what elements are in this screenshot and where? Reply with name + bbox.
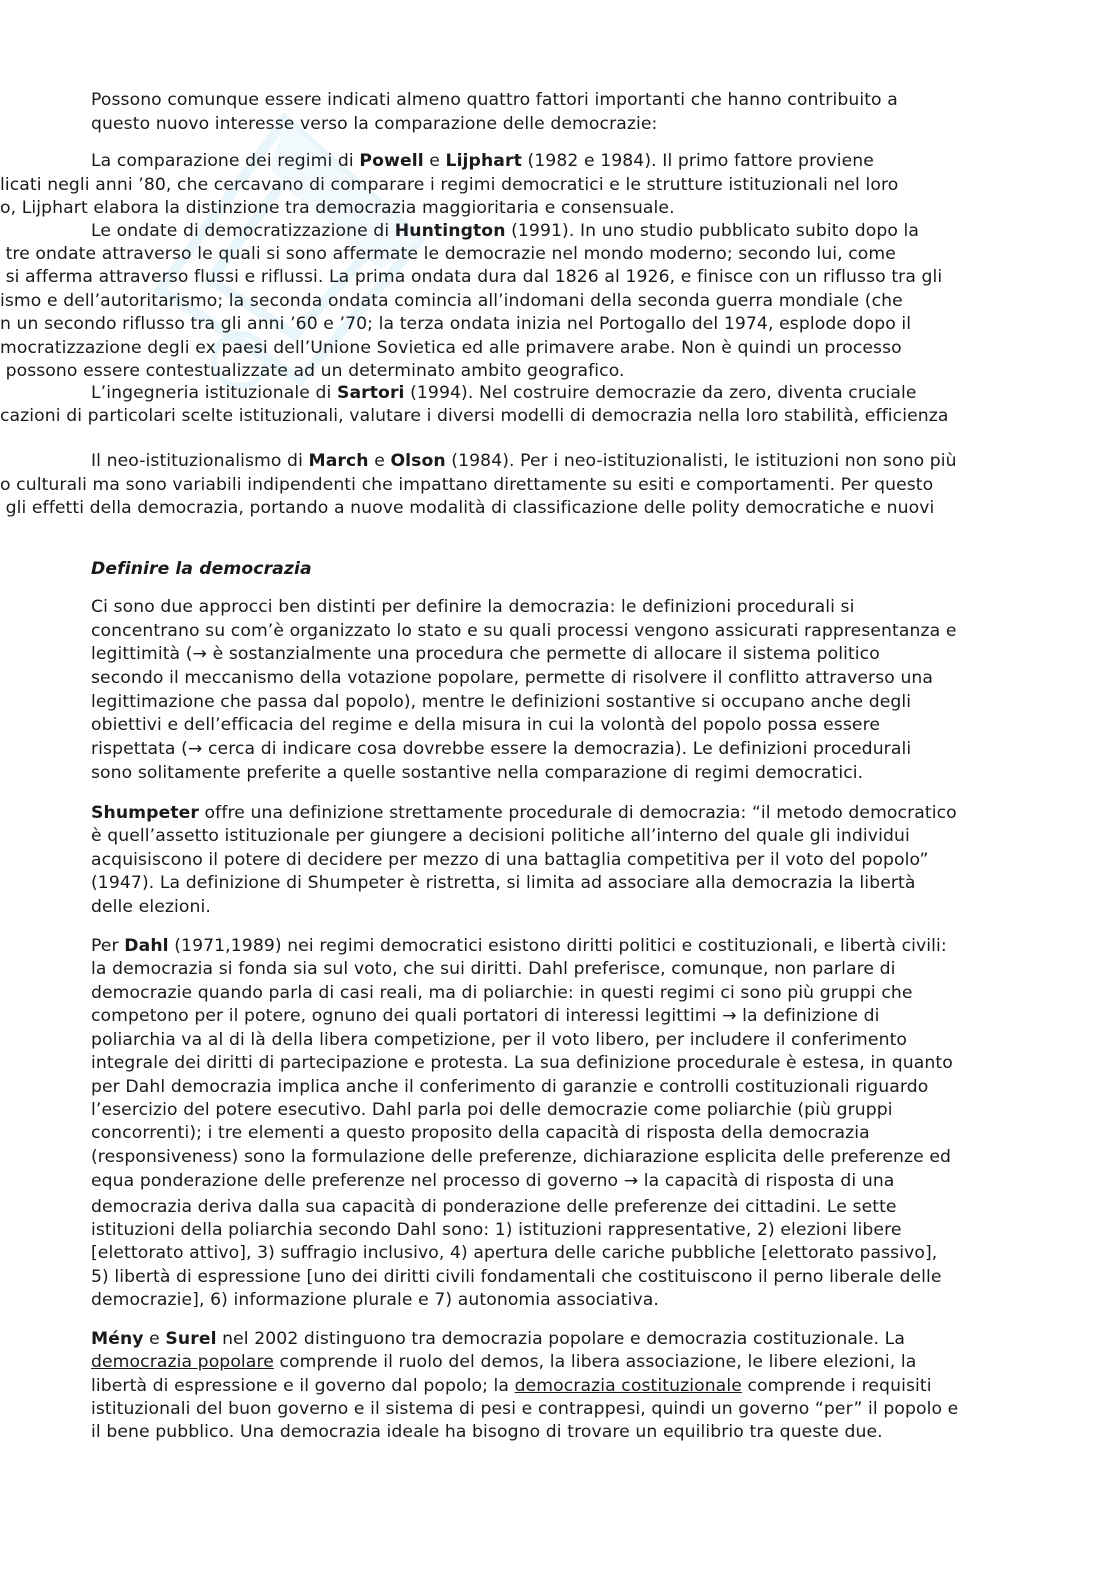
paragraph-line: legittimità (→ è sostanzialmente una procedura che permette di allocare il sistema politico [91, 644, 880, 664]
author-name: Olson [390, 451, 446, 471]
author-name: Powell [359, 151, 424, 171]
paragraph-line: sono solitamente preferite a quelle sostantive nella comparazione di regimi democratici. [91, 763, 864, 783]
section-heading: Definire la democrazia [91, 559, 312, 579]
author-name: Lijphart [445, 151, 522, 171]
author-name: Surel [165, 1329, 217, 1349]
factor-sartori: L’ingegneria istituzionale di Sartori (1994). Nel costruire democrazie da zero, diventa cruciale [91, 383, 917, 403]
paragraph-line: equa ponderazione delle preferenze nel processo di governo → la capacità di risposta di una [91, 1171, 895, 1191]
paragraph-dahl: Per Dahl (1971,1989) nei regimi democratici esistono diritti politici e costituzionali, e libertà civili: [91, 936, 947, 956]
factor-line: n un secondo riflusso tra gli anni ’60 e ’70; la terza ondata inizia nel Portogallo del 1974, esplode dopo il [0, 314, 912, 334]
paragraph-line: la democrazia si fonda sia sul voto, che sui diritti. Dahl preferisce, comunque, non parlare di [91, 959, 896, 979]
paragraph-line: istituzioni della poliarchia secondo Dahl sono: 1) istituzioni rappresentative, 2) elezioni libere [91, 1220, 902, 1240]
factor-march-olson: Il neo-istituzionalismo di March e Olson (1984). Per i neo-istituzionalisti, le istituzioni non sono più [91, 451, 957, 471]
paragraph-line: (1947). La definizione di Shumpeter è ristretta, si limita ad associare alla democrazia la libertà [91, 873, 916, 893]
factor-line: cazioni di particolari scelte istituzionali, valutare i diversi modelli di democrazia nella loro stabilità, efficienza [0, 406, 949, 426]
paragraph-line: il bene pubblico. Una democrazia ideale ha bisogno di trovare un equilibrio tra queste due. [91, 1422, 883, 1442]
paragraph-line: concorrenti); i tre elementi a questo proposito della capacità di risposta della democrazia [91, 1123, 870, 1143]
intro-line: Possono comunque essere indicati almeno quattro fattori importanti che hanno contribuito a [91, 90, 898, 110]
author-name: Sartori [336, 383, 405, 403]
paragraph-line: è quell’assetto istituzionale per giungere a decisioni politiche all’interno del quale gli individui [91, 826, 910, 846]
factor-line: ismo e dell’autoritarismo; la seconda ondata comincia all’indomani della seconda guerra mondiale (che [0, 291, 903, 311]
factor-line: tre ondate attraverso le quali si sono affermate le democrazie nel mondo moderno; secondo lui, come [0, 244, 896, 264]
underlined-term: democrazia costituzionale [514, 1376, 742, 1396]
paragraph-line: (responsiveness) sono la formulazione delle preferenze, dichiarazione esplicita delle preferenze ed [91, 1147, 952, 1167]
paragraph-line: competono per il potere, ognuno dei quali portatori di interessi legittimi → la definizione di [91, 1006, 880, 1026]
factor-line: o culturali ma sono variabili indipendenti che impattano direttamente su esiti e comportamenti. Per questo [0, 475, 934, 495]
author-name: Shumpeter [91, 803, 199, 823]
factor-line: si afferma attraverso flussi e riflussi. La prima ondata dura dal 1826 al 1926, e finisce con un riflusso tra gli [0, 267, 943, 287]
paragraph-line: concentrano su com’è organizzato lo stato e su quali processi vengono assicurati rappresentanza e [91, 621, 957, 641]
paragraph-line: secondo il meccanismo della votazione popolare, permette di risolvere il conflitto attraverso una [91, 668, 934, 688]
paragraph-line: istituzionali del buon governo e il sistema di pesi e contrappesi, quindi un governo “per” il popolo e [91, 1399, 959, 1419]
paragraph-line: democrazie], 6) informazione plurale e 7) autonomia associativa. [91, 1290, 659, 1310]
factor-huntington: Le ondate di democratizzazione di Huntington (1991). In uno studio pubblicato subito dopo la [91, 221, 920, 241]
factor-line: o, Lijphart elabora la distinzione tra democrazia maggioritaria e consensuale. [0, 198, 675, 218]
paragraph-line: integrale dei diritti di partecipazione e protesta. La sua definizione procedurale è estesa, in quanto [91, 1053, 953, 1073]
paragraph-line: [elettorato attivo], 3) suffragio inclusivo, 4) apertura delle cariche pubbliche [elettorato passivo], [91, 1243, 938, 1263]
paragraph-line: obiettivi e dell’efficacia del regime e della misura in cui la volontà del popolo possa essere [91, 715, 881, 735]
factor-line: gli effetti della democrazia, portando a nuove modalità di classificazione delle polity democratiche e nuovi [0, 498, 935, 518]
underlined-term: democrazia popolare [91, 1352, 274, 1372]
paragraph-line: poliarchia va al di là della libera competizione, per il voto libero, per includere il conferimento [91, 1030, 908, 1050]
paragraph-line: democrazia popolare comprende il ruolo del demos, la libera associazione, le libere elezioni, la [91, 1352, 917, 1372]
paragraph-line: Ci sono due approcci ben distinti per definire la democrazia: le definizioni procedurali si [91, 597, 855, 617]
paragraph-line: democrazie quando parla di casi reali, ma di poliarchie: in questi regimi ci sono più gruppi che [91, 983, 913, 1003]
paragraph-line: delle elezioni. [91, 897, 211, 917]
factor-line: mocratizzazione degli ex paesi dell’Unione Sovietica ed alle primavere arabe. Non è quindi un processo [0, 338, 902, 358]
paragraph-line: l’esercizio del potere esecutivo. Dahl parla poi delle democrazie come poliarchie (più gruppi [91, 1100, 893, 1120]
author-name: Mény [91, 1329, 144, 1349]
paragraph-line: 5) libertà di espressione [uno dei diritti civili fondamentali che costituiscono il perno liberale delle [91, 1267, 942, 1287]
paragraph-shumpeter: Shumpeter offre una definizione strettamente procedurale di democrazia: “il metodo democratico [91, 803, 957, 823]
paragraph-line: per Dahl democrazia implica anche il conferimento di garanzie e controlli costituzionali riguardo [91, 1077, 929, 1097]
factor-line: licati negli anni ’80, che cercavano di comparare i regimi democratici e le strutture istituzionali nel loro [0, 175, 899, 195]
author-name: March [308, 451, 369, 471]
author-name: Huntington [394, 221, 506, 241]
paragraph-line: democrazia deriva dalla sua capacità di ponderazione delle preferenze dei cittadini. Le sette [91, 1197, 897, 1217]
paragraph-meny-surel: Mény e Surel nel 2002 distinguono tra democrazia popolare e democrazia costituzionale. La [91, 1329, 905, 1349]
paragraph-line: legittimazione che passa dal popolo), mentre le definizioni sostantive si occupano anche degli [91, 692, 912, 712]
factor-line: possono essere contestualizzate ad un determinato ambito geografico. [0, 361, 625, 381]
intro-line: questo nuovo interesse verso la comparazione delle democrazie: [91, 114, 658, 134]
paragraph-line: acquisiscono il potere di decidere per mezzo di una battaglia competitiva per il voto del popolo” [91, 850, 929, 870]
paragraph-line: rispettata (→ cerca di indicare cosa dovrebbe essere la democrazia). Le definizioni procedurali [91, 739, 912, 759]
paragraph-line: libertà di espressione e il governo dal popolo; la democrazia costituzionale comprende i requisiti [91, 1376, 932, 1396]
factor-powell-lijphart: La comparazione dei regimi di Powell e Lijphart (1982 e 1984). Il primo fattore proviene [91, 151, 874, 171]
author-name: Dahl [124, 936, 169, 956]
